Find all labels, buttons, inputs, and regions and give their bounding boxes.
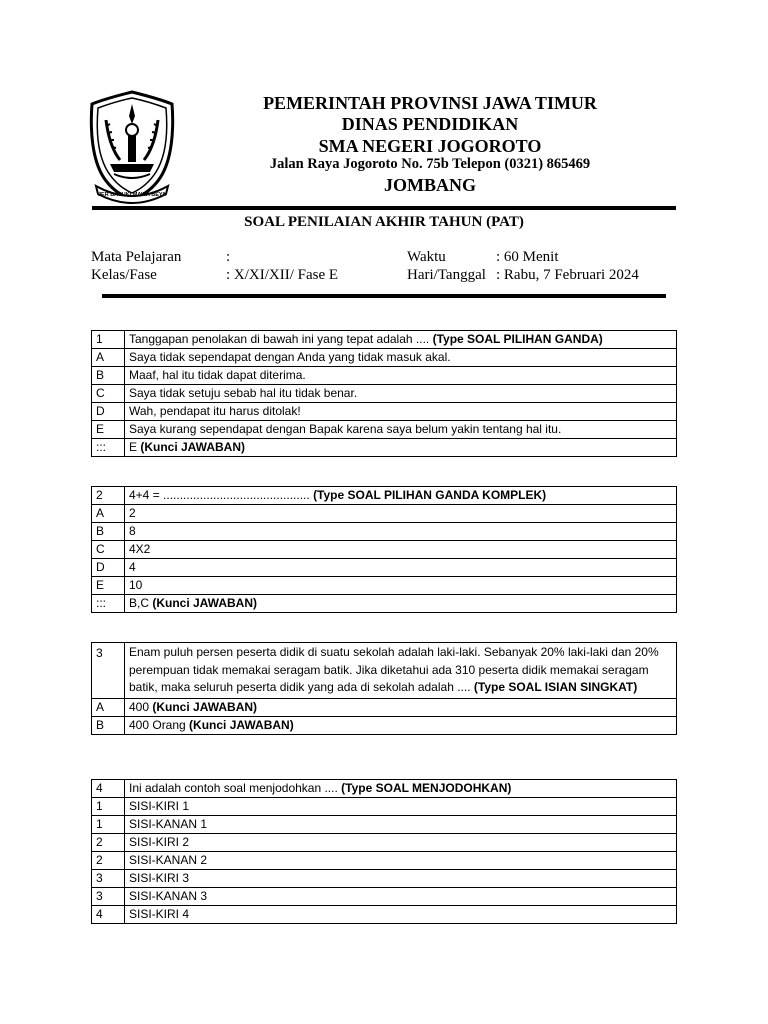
option-label: B [92,367,125,385]
pair-label: 1 [92,816,125,834]
answer-text: 400 Orang (Kunci JAWABAN) [125,716,677,734]
time-value: : 60 Menit [496,249,559,265]
option-text: Saya tidak sependapat dengan Anda yang tidak masuk akal. [125,349,677,367]
option-label: E [92,577,125,595]
answer-label: ::: [92,439,125,457]
option-row [92,577,677,595]
answer-row [92,698,677,716]
option-text: 2 [125,505,677,523]
option-row [92,367,677,385]
question-text: Tanggapan penolakan di bawah ini yang tepat adalah .... (Type SOAL PILIHAN GANDA) [125,331,677,349]
class-label: Kelas/Fase [91,267,157,283]
option-label: D [92,559,125,577]
option-text: Wah, pendapat itu harus ditolak! [125,403,677,421]
question-number: 1 [92,331,125,349]
answer-key: (Kunci JAWABAN) [140,440,246,454]
question-type: (Type SOAL ISIAN SINGKAT) [473,680,638,694]
option-text: Maaf, hal itu tidak dapat diterima. [125,367,677,385]
question-number: 4 [92,780,125,798]
pair-text: SISI-KIRI 1 [125,798,677,816]
subject-value: : [226,249,231,265]
option-label: C [92,385,125,403]
question-text: Ini adalah contoh soal menjodohkan .... (Type SOAL MENJODOHKAN) [125,780,677,798]
pair-text: SISI-KIRI 4 [125,906,677,924]
date-label: Hari/Tanggal [407,267,486,283]
option-label: A [92,505,125,523]
class-value: : X/XI/XII/ Fase E [226,267,339,283]
option-row [92,523,677,541]
question-text: 4+4 = ............................................ (Type SOAL PILIHAN GANDA KOMPLEK) [125,487,677,505]
question-type: (Type SOAL PILIHAN GANDA) [432,332,603,346]
exam-title: SOAL PENILAIAN AKHIR TAHUN (PAT) [244,214,524,230]
pair-text: SISI-KANAN 2 [125,852,677,870]
time-label: Waktu [407,249,446,265]
option-row [92,385,677,403]
pair-label: 4 [92,906,125,924]
pair-label: 1 [92,798,125,816]
pair-text: SISI-KANAN 1 [125,816,677,834]
question-row [92,780,677,798]
pair-text: SISI-KANAN 3 [125,888,677,906]
option-text: Saya tidak setuju sebab hal itu tidak benar. [125,385,677,403]
option-label: C [92,541,125,559]
letterhead-address: Jalan Raya Jogoroto No. 75b Telepon (0321) 865469 [269,156,591,172]
answer-label: B [92,716,125,734]
option-text: Saya kurang sependapat dengan Bapak karena saya belum yakin tentang hal itu. [125,421,677,439]
question-4-table [91,779,677,924]
question-number: 3 [92,643,125,699]
pair-row [92,870,677,888]
question-number: 2 [92,487,125,505]
answer-text: 400 (Kunci JAWABAN) [125,698,677,716]
option-row [92,421,677,439]
letterhead-department: DINAS PENDIDIKAN [341,114,519,134]
date-value: : Rabu, 7 Februari 2024 [496,267,639,283]
answer-key: (Kunci JAWABAN) [152,596,258,610]
subject-label: Mata Pelajaran [91,249,182,265]
option-text: 8 [125,523,677,541]
answer-row [92,716,677,734]
option-row [92,403,677,421]
option-row [92,349,677,367]
option-text: 10 [125,577,677,595]
pair-row [92,834,677,852]
pair-label: 3 [92,888,125,906]
option-label: D [92,403,125,421]
question-text: Enam puluh persen peserta didik di suatu sekolah adalah laki-laki. Sebanyak 20% laki-laki dan 20% perempuan tidak memakai seragam batik. Jika diketahui ada 310 peserta didik memakai seragam batik, maka seluruh peserta didik yang ada di sekolah adalah .... (Type SOAL ISIAN SINGKAT) [125,643,677,699]
pair-row [92,816,677,834]
pair-row [92,798,677,816]
question-row [92,331,677,349]
pair-label: 3 [92,870,125,888]
answer-key: (Kunci JAWABAN) [189,717,294,732]
answer-key: (Kunci JAWABAN) [152,699,258,714]
option-row [92,559,677,577]
question-1-table [91,330,677,457]
answer-text: B,C (Kunci JAWABAN) [125,595,677,613]
pair-label: 2 [92,834,125,852]
option-row [92,541,677,559]
question-row [92,487,677,505]
pair-row [92,852,677,870]
meta-divider [102,294,666,298]
option-row [92,505,677,523]
question-row [92,643,677,699]
option-text: 4 [125,559,677,577]
pair-text: SISI-KIRI 2 [125,834,677,852]
option-text: 4X2 [125,541,677,559]
option-label: A [92,349,125,367]
answer-label: A [92,698,125,716]
letterhead-divider [92,206,676,210]
letterhead-government: PEMERINTAH PROVINSI JAWA TIMUR [263,93,597,113]
pair-row [92,888,677,906]
question-3-table [91,642,677,735]
question-type: (Type SOAL MENJODOHKAN) [341,781,512,795]
option-label: E [92,421,125,439]
province-logo [88,90,176,204]
answer-row [92,439,677,457]
logo-motto: JER BASUKI MAWA BEYA [97,192,167,198]
pair-row [92,906,677,924]
answer-label: ::: [92,595,125,613]
question-2-table [91,486,677,613]
pair-text: SISI-KIRI 3 [125,870,677,888]
answer-row [92,595,677,613]
pair-label: 2 [92,852,125,870]
letterhead-city: JOMBANG [384,175,476,195]
question-type: (Type SOAL PILIHAN GANDA KOMPLEK) [313,488,547,502]
answer-text: E (Kunci JAWABAN) [125,439,677,457]
option-label: B [92,523,125,541]
letterhead-school: SMA NEGERI JOGOROTO [318,136,542,156]
